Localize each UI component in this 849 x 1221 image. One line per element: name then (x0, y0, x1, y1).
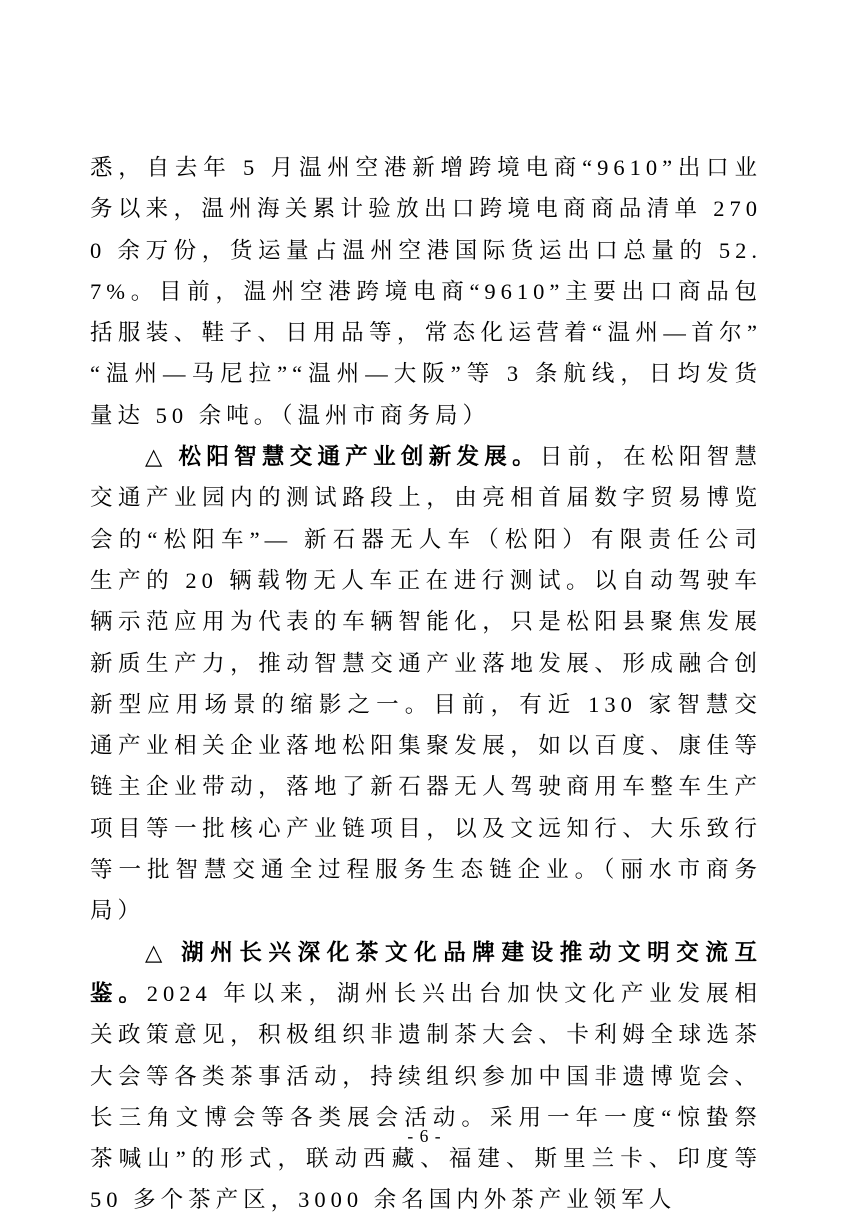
page-footer (0, 1126, 849, 1147)
paragraph-heading: △ 松阳智慧交通产业创新发展。 (145, 444, 540, 470)
paragraph-songyang-smart-transport (90, 436, 762, 932)
paragraph-text: 2024 年以来，湖州长兴出台加快文化产业发展相关政策意见，积极组织非遗制茶大会、卡利姆全球选茶大会等各类茶事活动，持续组织参加中国非遗博览会、长三角文博会等各类展会活动。采用一年一度“惊蛰祭茶喊山”的形式，联动西藏、福建、斯里兰卡、印度等 50 多个茶产区，3000 余名国内外茶产业领军人 (90, 980, 762, 1213)
paragraph-text: 日前，在松阳智慧交通产业园内的测试路段上，由亮相首届数字贸易博览会的“松阳车”— 新石器无人车（松阳）有限责任公司生产的 20 辆载物无人车正在进行测试。以自动驾驶车辆示范应用为代表的车辆智能化，只是松阳县聚焦发展新质生产力，推动智慧交通产业落地发展、形成融合创新型应用场景的缩影之一。目前，有近 130 家智慧交通产业相关企业落地松阳集聚发展，如以百度、康佳等链主企业带动，落地了新石器无人驾驶商用车整车生产项目等一批核心产业链项目，以及文远知行、大乐致行等一批智慧交通全过程服务生态链企业。（丽水市商务局） (90, 444, 762, 924)
document-body (90, 147, 762, 1221)
paragraph-heading: △ 湖州长兴深化茶文化品牌建设推动文明交流互鉴。 (90, 939, 762, 1006)
page-number: - 6 - (407, 1126, 442, 1146)
paragraph-wenzhou-airport-continuation (90, 147, 762, 436)
paragraph-huzhou-changxing-tea-culture (90, 932, 762, 1221)
paragraph-text: 悉，自去年 5 月温州空港新增跨境电商“9610”出口业务以来，温州海关累计验放出口跨境电商商品清单 2700 余万份，货运量占温州空港国际货运出口总量的 52.7%。目前，温州空港跨境电商“9610”主要出口商品包括服装、鞋子、日用品等，常态化运营着“温州—首尔”“温州—马尼拉”“温州—大阪”等 3 条航线，日均发货量达 50 余吨。（温州市商务局） (90, 155, 762, 428)
